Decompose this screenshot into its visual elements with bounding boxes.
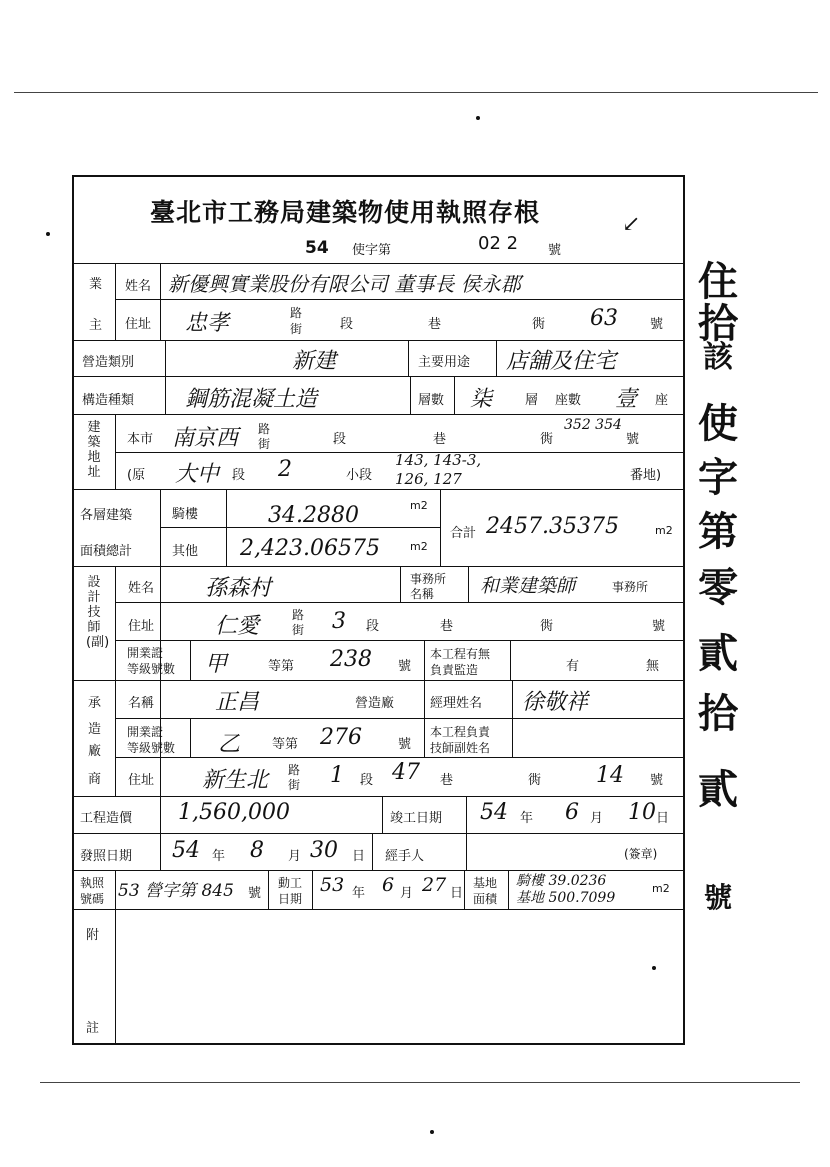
scribble-mark: ↙ <box>622 212 641 237</box>
owner-street-label: 街 <box>290 322 303 336</box>
office-suffix: 事務所 <box>612 580 649 594</box>
contractor-char-3: 廠 <box>88 744 102 759</box>
site-city-label: 本市 <box>127 432 154 447</box>
total-label: 合計 <box>450 526 477 541</box>
contractor-license-label-1: 開業證 <box>127 725 164 739</box>
designer-license-grade: 甲 <box>205 652 228 677</box>
side-stamp-char-2: 拾 <box>698 300 738 347</box>
owner-addr-value: 忠孝 <box>185 311 230 336</box>
side-stamp-char-9: 拾 <box>698 690 738 737</box>
area-label-1: 各層建築 <box>80 508 133 523</box>
start-year: 53 <box>320 874 345 896</box>
site-alley-label: 衖 <box>540 432 554 447</box>
designer-license-label-1: 開業證 <box>127 646 164 660</box>
designer-license-no: 238 <box>330 647 372 672</box>
site-vertical-label: 建築地址 <box>87 420 101 480</box>
side-stamp-char-1: 住 <box>698 258 738 305</box>
base-value-2: 基地 500.7099 <box>516 890 616 906</box>
designer-alley-label: 衖 <box>540 619 554 634</box>
owner-no-value: 63 <box>590 306 618 331</box>
designer-addr-label: 住址 <box>128 619 155 634</box>
site-road-label: 路 <box>258 422 271 436</box>
site-no-value: 352 354 <box>564 417 622 433</box>
serial-number: 02 2 <box>478 233 519 254</box>
site-lot-value-2: 126, 127 <box>395 470 462 488</box>
permit-value-unit: 號 <box>248 886 262 901</box>
year-number: 54 <box>305 238 329 258</box>
start-label-1: 動工 <box>278 876 303 890</box>
side-stamp-char-5: 字 <box>698 454 738 501</box>
owner-section-label: 段 <box>340 317 354 332</box>
contractor-char-4: 商 <box>88 772 102 787</box>
other-label: 其他 <box>172 544 199 559</box>
complete-year: 54 <box>480 800 508 825</box>
remarks-char-1: 附 <box>86 928 100 943</box>
contractor-no-label: 號 <box>650 773 664 788</box>
scan-dot <box>430 1130 434 1134</box>
side-stamp-char-8: 貳 <box>698 630 738 677</box>
site-land-section-label: 段 <box>232 468 246 483</box>
site-land-prefix: (原 <box>127 468 146 483</box>
base-unit: m2 <box>652 882 670 895</box>
frame-bottom <box>72 1043 685 1045</box>
site-lot-label: 番地) <box>630 468 662 483</box>
complete-month-label: 月 <box>590 811 604 826</box>
construction-type-value: 新建 <box>292 349 337 374</box>
arcade-label: 騎樓 <box>172 507 199 522</box>
total-value: 2457.35375 <box>486 514 619 539</box>
contractor-license-label-2: 等級號數 <box>127 741 176 755</box>
supervise-label-2: 負責監造 <box>430 663 479 677</box>
supervise-none: 無 <box>646 659 660 674</box>
manager-label: 經理姓名 <box>430 696 483 711</box>
scan-line-bottom <box>40 1082 800 1083</box>
base-label-1: 基地 <box>473 876 498 890</box>
designer-section-label: 段 <box>366 619 380 634</box>
complete-year-label: 年 <box>520 811 534 826</box>
structure-label: 構造種類 <box>82 393 135 408</box>
complete-month: 6 <box>565 800 579 825</box>
issue-year-label: 年 <box>212 849 226 864</box>
side-stamp-char-4: 使 <box>698 400 738 447</box>
contractor-addr-value: 新生北 <box>202 768 269 793</box>
scan-dot <box>46 232 50 236</box>
contractor-lane-value: 47 <box>392 760 420 785</box>
scan-line-top <box>14 92 818 93</box>
issue-day-label: 日 <box>352 849 366 864</box>
site-sub-section-value: 2 <box>278 457 292 482</box>
site-section-label: 段 <box>333 432 347 447</box>
designer-license-unit: 號 <box>398 659 412 674</box>
issue-label: 發照日期 <box>80 849 133 864</box>
contractor-no-value: 14 <box>596 763 624 788</box>
handler-label: 經手人 <box>385 849 425 864</box>
serial-unit: 號 <box>548 243 562 258</box>
cost-value: 1,560,000 <box>178 800 290 825</box>
frame-right <box>683 175 685 1045</box>
blocks-value: 壹 <box>615 387 638 412</box>
side-stamp-char-7: 零 <box>698 564 738 611</box>
permit-value: 53 營字第 845 <box>118 881 234 901</box>
other-value: 2,423.06575 <box>240 536 380 561</box>
designer-addr-value: 仁愛 <box>215 614 260 639</box>
contractor-alley-label: 衖 <box>528 773 542 788</box>
site-lot-value-1: 143, 143-3, <box>395 451 482 469</box>
contractor-license-unit: 號 <box>398 737 412 752</box>
office-label-1: 事務所 <box>410 572 447 586</box>
floors-unit: 層 <box>525 393 539 408</box>
contractor-char-1: 承 <box>88 696 102 711</box>
main-usage-label: 主要用途 <box>418 355 471 370</box>
contractor-license-no: 276 <box>320 725 362 750</box>
blocks-unit: 座 <box>655 393 669 408</box>
contractor-name-label: 名稱 <box>128 696 155 711</box>
start-label-2: 日期 <box>278 892 303 906</box>
side-stamp-char-10: 貳 <box>698 766 738 813</box>
supervise-value: 有 <box>566 659 580 674</box>
designer-street-label: 街 <box>292 623 305 637</box>
issue-day: 30 <box>310 838 338 863</box>
supervise-label-1: 本工程有無 <box>430 647 491 661</box>
contractor-name-suffix: 營造廠 <box>355 696 395 711</box>
base-label-2: 面積 <box>473 892 498 906</box>
arcade-unit: m2 <box>410 499 428 512</box>
tech-label-2: 技師副姓名 <box>430 741 491 755</box>
contractor-char-2: 造 <box>88 722 102 737</box>
other-unit: m2 <box>410 540 428 553</box>
designer-road-label: 路 <box>292 608 305 622</box>
permit-label-2: 號碼 <box>80 892 105 906</box>
contractor-street-label: 街 <box>288 778 301 792</box>
issue-month-label: 月 <box>288 849 302 864</box>
designer-section-value: 3 <box>332 609 346 634</box>
site-no-label: 號 <box>626 432 640 447</box>
tech-label-1: 本工程負責 <box>430 725 491 739</box>
owner-char-1: 業 <box>89 277 103 292</box>
frame-left <box>72 175 74 1045</box>
start-month-label: 月 <box>400 886 414 901</box>
complete-label: 竣工日期 <box>390 811 443 826</box>
owner-alley-label: 衖 <box>532 317 546 332</box>
cost-label: 工程造價 <box>80 811 133 826</box>
office-value: 和業建築師 <box>480 575 576 597</box>
site-lane-label: 巷 <box>433 432 447 447</box>
side-stamp-char-6: 第 <box>698 508 738 555</box>
sign-label: (簽章) <box>624 847 658 861</box>
contractor-license-mid: 等第 <box>272 737 299 752</box>
remarks-char-2: 註 <box>86 1021 100 1036</box>
designer-license-mid: 等第 <box>268 659 295 674</box>
designer-lane-label: 巷 <box>440 619 454 634</box>
side-stamp-char-3: 該 <box>703 340 733 375</box>
start-year-label: 年 <box>352 886 366 901</box>
side-stamp-char-11: 號 <box>703 881 732 914</box>
construction-type-label: 營造類別 <box>82 355 135 370</box>
contractor-addr-label: 住址 <box>128 773 155 788</box>
owner-name-value: 新優興實業股份有限公司 董事長 侯永郡 <box>168 272 521 296</box>
floors-value: 柒 <box>470 387 493 412</box>
site-sub-section-label: 小段 <box>346 468 373 483</box>
designer-vertical-label: 設計技師(副) <box>86 575 110 650</box>
start-day: 27 <box>422 874 447 896</box>
scan-dot <box>652 966 656 970</box>
site-street-label: 街 <box>258 437 271 451</box>
contractor-license-grade: 乙 <box>218 732 241 757</box>
manager-value: 徐敬祥 <box>522 690 589 715</box>
start-month: 6 <box>382 874 395 896</box>
owner-name-label: 姓名 <box>125 279 152 294</box>
area-label-2: 面積總計 <box>80 544 133 559</box>
office-label-2: 名稱 <box>410 587 435 601</box>
scan-dot <box>476 116 480 120</box>
site-road-value: 南京西 <box>172 426 239 451</box>
base-value-1: 騎樓 39.0236 <box>516 873 607 889</box>
arcade-value: 34.2880 <box>268 503 359 528</box>
serial-label: 使字第 <box>352 243 392 258</box>
site-land-section-value: 大中 <box>175 462 220 487</box>
issue-year: 54 <box>172 838 200 863</box>
issue-month: 8 <box>250 838 264 863</box>
designer-name-value: 孫森村 <box>205 576 272 601</box>
owner-road-label: 路 <box>290 306 303 320</box>
contractor-section-label: 段 <box>360 773 374 788</box>
total-unit: m2 <box>655 524 673 537</box>
floors-label: 層數 <box>418 393 445 408</box>
owner-lane-label: 巷 <box>428 317 442 332</box>
designer-name-label: 姓名 <box>128 581 155 596</box>
blocks-label: 座數 <box>555 393 582 408</box>
contractor-section-value: 1 <box>330 763 344 788</box>
contractor-name-value: 正昌 <box>215 690 260 715</box>
main-usage-value: 店舖及住宅 <box>506 349 617 374</box>
structure-value: 鋼筋混凝土造 <box>185 387 318 412</box>
start-day-label: 日 <box>450 886 464 901</box>
contractor-road-label: 路 <box>288 763 301 777</box>
owner-char-2: 主 <box>89 318 103 333</box>
permit-label-1: 執照 <box>80 876 105 890</box>
owner-no-label: 號 <box>650 317 664 332</box>
frame-top <box>73 175 685 177</box>
owner-addr-label: 住址 <box>125 317 152 332</box>
designer-no-label: 號 <box>652 619 666 634</box>
document-title: 臺北市工務局建築物使用執照存根 <box>150 198 541 227</box>
complete-day: 10 <box>628 800 656 825</box>
contractor-lane-label: 巷 <box>440 773 454 788</box>
complete-day-label: 日 <box>656 811 670 826</box>
designer-license-label-2: 等級號數 <box>127 662 176 676</box>
